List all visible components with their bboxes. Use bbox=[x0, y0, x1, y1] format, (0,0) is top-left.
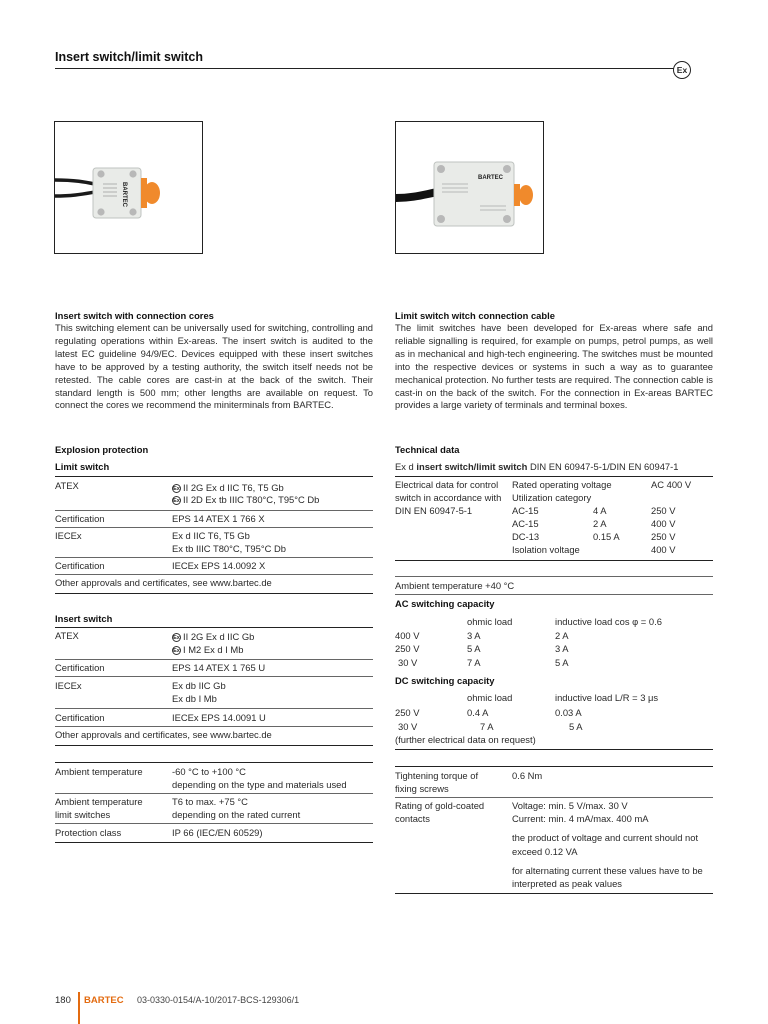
divider bbox=[395, 797, 713, 798]
ambient-limit-label: Ambient temperature bbox=[55, 796, 143, 807]
certification-value: EPS 14 ATEX 1 766 X bbox=[172, 513, 265, 524]
certification-label: Certification bbox=[55, 662, 105, 673]
divider bbox=[395, 576, 713, 577]
divider bbox=[395, 476, 713, 477]
category-cell: AC-15 bbox=[512, 518, 539, 529]
iecex-value-2: Ex tb IIIC T80°C, T95°C Db bbox=[172, 543, 286, 554]
protection-class-value: IP 66 (IEC/EN 60529) bbox=[172, 827, 263, 838]
atex-label: ATEX bbox=[55, 630, 79, 641]
atex-label: ATEX bbox=[55, 480, 79, 491]
iecex-label: IECEx bbox=[55, 680, 82, 691]
iecex-value-1: Ex d IIC T6, T5 Gb bbox=[172, 530, 250, 541]
limit-switch-heading: Limit switch witch connection cable bbox=[395, 310, 555, 321]
further-data-note: (further electrical data on request) bbox=[395, 734, 536, 745]
divider bbox=[55, 627, 373, 628]
iecex-value-2: Ex db I Mb bbox=[172, 693, 217, 704]
ac-voltage-cell: 30 V bbox=[398, 657, 418, 668]
ac-inductive-cell: 2 A bbox=[555, 630, 569, 641]
ac-ohmic-cell: 3 A bbox=[467, 630, 481, 641]
isolation-voltage-value: 400 V bbox=[651, 544, 676, 555]
ambient-temperature-note: depending on the type and materials used bbox=[172, 779, 347, 790]
atex-value-2: Ex I M2 Ex d I Mb bbox=[173, 644, 244, 655]
ac-inductive-cell: 3 A bbox=[555, 643, 569, 654]
voltage-cell: 250 V bbox=[651, 505, 676, 516]
ac-voltage-cell: 250 V bbox=[395, 643, 420, 654]
divider bbox=[395, 766, 713, 767]
isolation-voltage-label: Isolation voltage bbox=[512, 544, 580, 555]
divider bbox=[55, 708, 373, 709]
dc-voltage-cell: 30 V bbox=[398, 721, 418, 732]
ac-switching-heading: AC switching capacity bbox=[395, 598, 495, 609]
ex-mark-icon: Ex bbox=[173, 648, 180, 655]
divider bbox=[55, 593, 373, 594]
rated-voltage-value: AC 400 V bbox=[651, 479, 692, 490]
divider bbox=[55, 557, 373, 558]
ac-inductive-header: inductive load cos φ = 0.6 bbox=[555, 616, 662, 627]
insert-switch-subheading: Insert switch bbox=[55, 613, 113, 624]
electrical-data-label-3: DIN EN 60947-5-1 bbox=[395, 505, 473, 516]
limit-switch-description: The limit switches have been developed for Ex-areas where safe and reliable signalling is required, for example on pumps, petrol pumps, as well as in mechanical and high-tech engineering. The switches must be mounted into the respective devices or systems in such a way as to guarantee mechanical protection. No further tests are required. The connection cable is cast-in on the back of the switch. For the connection in Ex-areas BARTEC provides a large variety of terminals and terminal boxes. bbox=[395, 322, 713, 411]
ambient-temperature-label: Ambient temperature bbox=[55, 766, 143, 777]
ambient-limit-label-2: limit switches bbox=[55, 809, 111, 820]
category-cell: AC-15 bbox=[512, 505, 539, 516]
voltage-cell: 250 V bbox=[651, 531, 676, 542]
ex-mark-icon: Ex bbox=[173, 498, 180, 505]
divider bbox=[55, 762, 373, 763]
divider bbox=[55, 574, 373, 575]
footer-accent-bar bbox=[78, 992, 80, 1024]
device-brand-label: BARTEC bbox=[121, 182, 127, 207]
protection-class-label: Protection class bbox=[55, 827, 122, 838]
insert-switch-image bbox=[55, 122, 202, 253]
gold-note-4: interpreted as peak values bbox=[512, 878, 622, 889]
dc-inductive-header: inductive load L/R = 3 μs bbox=[555, 692, 659, 703]
dc-ohmic-cell: 0.4 A bbox=[467, 707, 489, 718]
ex-mark-icon: Ex bbox=[173, 635, 180, 642]
divider bbox=[395, 594, 713, 595]
technical-data-subline: Ex d insert switch/limit switch DIN EN 60947-5-1/DIN EN 60947-1 bbox=[395, 461, 679, 472]
dc-ohmic-header: ohmic load bbox=[467, 692, 513, 703]
divider bbox=[55, 659, 373, 660]
torque-label: Tightening torque of bbox=[395, 770, 479, 781]
ac-ohmic-cell: 5 A bbox=[467, 643, 481, 654]
ex-mark-icon: Ex bbox=[173, 486, 180, 493]
rated-voltage-label: Rated operating voltage bbox=[512, 479, 612, 490]
divider bbox=[55, 842, 373, 843]
insert-switch-heading: Insert switch with connection cores bbox=[55, 310, 214, 321]
atex-value-1: Ex II 2G Ex d IIC T6, T5 Gb bbox=[173, 482, 284, 493]
page-number: 180 bbox=[55, 995, 71, 1006]
divider bbox=[395, 560, 713, 561]
atex-value-1: Ex II 2G Ex d IIC Gb bbox=[173, 631, 255, 642]
divider bbox=[395, 749, 713, 750]
other-approvals-note: Other approvals and certificates, see www.bartec.de bbox=[55, 729, 272, 740]
footer-brand: BARTEC bbox=[84, 995, 124, 1006]
ex-badge-icon: Ex bbox=[673, 61, 691, 79]
device-brand-label: BARTEC bbox=[478, 175, 503, 181]
dc-ohmic-cell: 7 A bbox=[480, 721, 494, 732]
ac-ohmic-cell: 7 A bbox=[467, 657, 481, 668]
torque-value: 0.6 Nm bbox=[512, 770, 543, 781]
ac-inductive-cell: 5 A bbox=[555, 657, 569, 668]
certification-label: Certification bbox=[55, 560, 105, 571]
iecex-label: IECEx bbox=[55, 530, 82, 541]
divider bbox=[55, 793, 373, 794]
divider bbox=[395, 893, 713, 894]
certification-label: Certification bbox=[55, 712, 105, 723]
torque-label-2: fixing screws bbox=[395, 783, 449, 794]
other-approvals-note: Other approvals and certificates, see www.bartec.de bbox=[55, 577, 272, 588]
gold-current: Current: min. 4 mA/max. 400 mA bbox=[512, 813, 649, 824]
technical-data-heading: Technical data bbox=[395, 444, 460, 455]
category-cell: DC-13 bbox=[512, 531, 540, 542]
gold-voltage: Voltage: min. 5 V/max. 30 V bbox=[512, 800, 628, 811]
divider bbox=[55, 527, 373, 528]
dc-voltage-cell: 250 V bbox=[395, 707, 420, 718]
dc-inductive-cell: 5 A bbox=[569, 721, 583, 732]
divider bbox=[55, 726, 373, 727]
limit-switch-subheading: Limit switch bbox=[55, 461, 110, 472]
ambient-temperature-note: Ambient temperature +40 °C bbox=[395, 580, 515, 591]
gold-note-1: the product of voltage and current should not bbox=[512, 832, 699, 843]
utilization-category-label: Utilization category bbox=[512, 492, 592, 503]
divider bbox=[55, 745, 373, 746]
limit-switch-image bbox=[396, 122, 543, 253]
ambient-limit-note: depending on the rated current bbox=[172, 809, 301, 820]
title-rule bbox=[55, 68, 676, 69]
divider bbox=[55, 676, 373, 677]
ambient-limit-value: T6 to max. +75 °C bbox=[172, 796, 248, 807]
dc-switching-heading: DC switching capacity bbox=[395, 675, 495, 686]
document-code: 03-0330-0154/A-10/2017-BCS-129306/1 bbox=[137, 995, 300, 1005]
gold-note-3: for alternating current these values have to be bbox=[512, 865, 703, 876]
certification-value: IECEx EPS 14.0092 X bbox=[172, 560, 266, 571]
certification-label: Certification bbox=[55, 513, 105, 524]
electrical-data-label-2: switch in accordance with bbox=[395, 492, 502, 503]
current-cell: 0.15 A bbox=[593, 531, 620, 542]
voltage-cell: 400 V bbox=[651, 518, 676, 529]
divider bbox=[55, 476, 373, 477]
ambient-temperature-value: -60 °C to +100 °C bbox=[172, 766, 246, 777]
divider bbox=[55, 823, 373, 824]
certification-value: EPS 14 ATEX 1 765 U bbox=[172, 662, 266, 673]
electrical-data-label: Electrical data for control bbox=[395, 479, 499, 490]
dc-inductive-cell: 0.03 A bbox=[555, 707, 582, 718]
current-cell: 2 A bbox=[593, 518, 607, 529]
iecex-value-1: Ex db IIC Gb bbox=[172, 680, 226, 691]
certification-value: IECEx EPS 14.0091 U bbox=[172, 712, 266, 723]
insert-switch-description: This switching element can be universally used for switching, controlling and regulating operations within Ex-areas. The insert switch is audited to the latest EC guideline 94/9/EC. Devices equipped with these insert switches have to be approved by a testing authority, the switch itself needs not be retested. The cable cores are cast-in at the back of the switch. Their standard length is 500 mm; other lengths are available on request. To connect the cores we recommend the miniterminals from BARTEC. bbox=[55, 322, 373, 411]
ac-voltage-cell: 400 V bbox=[395, 630, 420, 641]
gold-note-2: exceed 0.12 VA bbox=[512, 846, 578, 857]
current-cell: 4 A bbox=[593, 505, 607, 516]
gold-contacts-label-2: contacts bbox=[395, 813, 430, 824]
explosion-protection-heading: Explosion protection bbox=[55, 444, 149, 455]
divider bbox=[55, 510, 373, 511]
insert-switch-photo bbox=[54, 121, 203, 254]
gold-contacts-label: Rating of gold-coated bbox=[395, 800, 485, 811]
limit-switch-photo bbox=[395, 121, 544, 254]
page-title: Insert switch/limit switch bbox=[55, 50, 203, 64]
atex-value-2: Ex II 2D Ex tb IIIC T80°C, T95°C Db bbox=[173, 494, 320, 505]
ac-ohmic-header: ohmic load bbox=[467, 616, 513, 627]
